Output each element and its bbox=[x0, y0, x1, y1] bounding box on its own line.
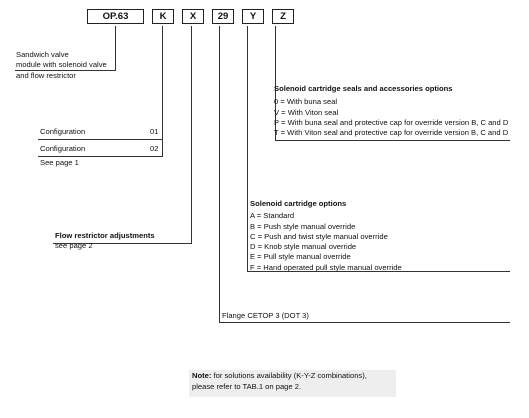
sandwich-line: and flow restrictor bbox=[16, 70, 76, 80]
configuration-row-1-label: Configuration bbox=[40, 127, 86, 136]
sandwich-line: module with solenoid valve bbox=[16, 60, 107, 70]
configuration-note: See page 1 bbox=[40, 158, 79, 167]
configuration-row-1-underline bbox=[38, 139, 163, 140]
flange-label: Flange CETOP 3 (DOT 3) bbox=[222, 311, 309, 320]
connector-size-horizontal bbox=[219, 322, 510, 323]
availability-note bbox=[189, 370, 396, 397]
flow-restrictor-title: Flow restrictor adjustments bbox=[55, 231, 155, 240]
cartridge-option: F = Hand operated pull style manual override bbox=[250, 262, 402, 272]
connector-z-horizontal bbox=[275, 140, 510, 141]
configuration-row-2-underline bbox=[38, 156, 163, 157]
configuration-row-2-code: 02 bbox=[150, 144, 159, 153]
connector-series-vertical bbox=[115, 26, 116, 71]
code-segment-x: X bbox=[182, 9, 204, 24]
code-segment-k: K bbox=[152, 9, 174, 24]
seals-options-title: Solenoid cartridge seals and accessories options bbox=[274, 84, 453, 93]
connector-k-vertical bbox=[162, 26, 163, 157]
cartridge-options-block bbox=[250, 199, 402, 273]
seals-option: P = With buna seal and protective cap for override version B, C and D bbox=[274, 117, 509, 127]
sandwich-line: Sandwich valve bbox=[16, 50, 69, 59]
code-segment-y: Y bbox=[242, 9, 264, 24]
ordering-code bbox=[87, 9, 302, 26]
note-prefix: Note: bbox=[192, 371, 212, 380]
connector-x-vertical bbox=[191, 26, 192, 243]
code-segment-z: Z bbox=[272, 9, 294, 24]
sandwich-description bbox=[16, 50, 107, 81]
cartridge-option: D = Knob style manual override bbox=[250, 242, 357, 252]
note-line-2: please refer to TAB.1 on page 2. bbox=[192, 381, 302, 391]
seals-option: 0 = With buna seal bbox=[274, 97, 338, 107]
seals-options-block bbox=[274, 84, 508, 138]
cartridge-option: E = Pull style manual override bbox=[250, 252, 351, 262]
note-line-1-text: for solutions availability (K-Y-Z combinations), bbox=[211, 371, 367, 380]
connector-size-vertical bbox=[219, 26, 220, 322]
flow-restrictor-subtitle: see page 2 bbox=[55, 241, 93, 250]
seals-option: T = With Viton seal and protective cap for override version B, C and D bbox=[274, 128, 509, 138]
connector-y-vertical bbox=[247, 26, 248, 271]
configuration-row-1-code: 01 bbox=[150, 127, 159, 136]
cartridge-options-title: Solenoid cartridge options bbox=[250, 199, 347, 208]
seals-option: V = With Viton seal bbox=[274, 107, 339, 117]
code-segment-size: 29 bbox=[212, 9, 234, 24]
cartridge-option: C = Push and twist style manual override bbox=[250, 231, 388, 241]
cartridge-option: A = Standard bbox=[250, 211, 295, 221]
configuration-row-2-label: Configuration bbox=[40, 144, 86, 153]
note-line-1 bbox=[192, 371, 393, 382]
code-segment-series: OP.63 bbox=[87, 9, 144, 24]
cartridge-option: B = Push style manual override bbox=[250, 221, 356, 231]
